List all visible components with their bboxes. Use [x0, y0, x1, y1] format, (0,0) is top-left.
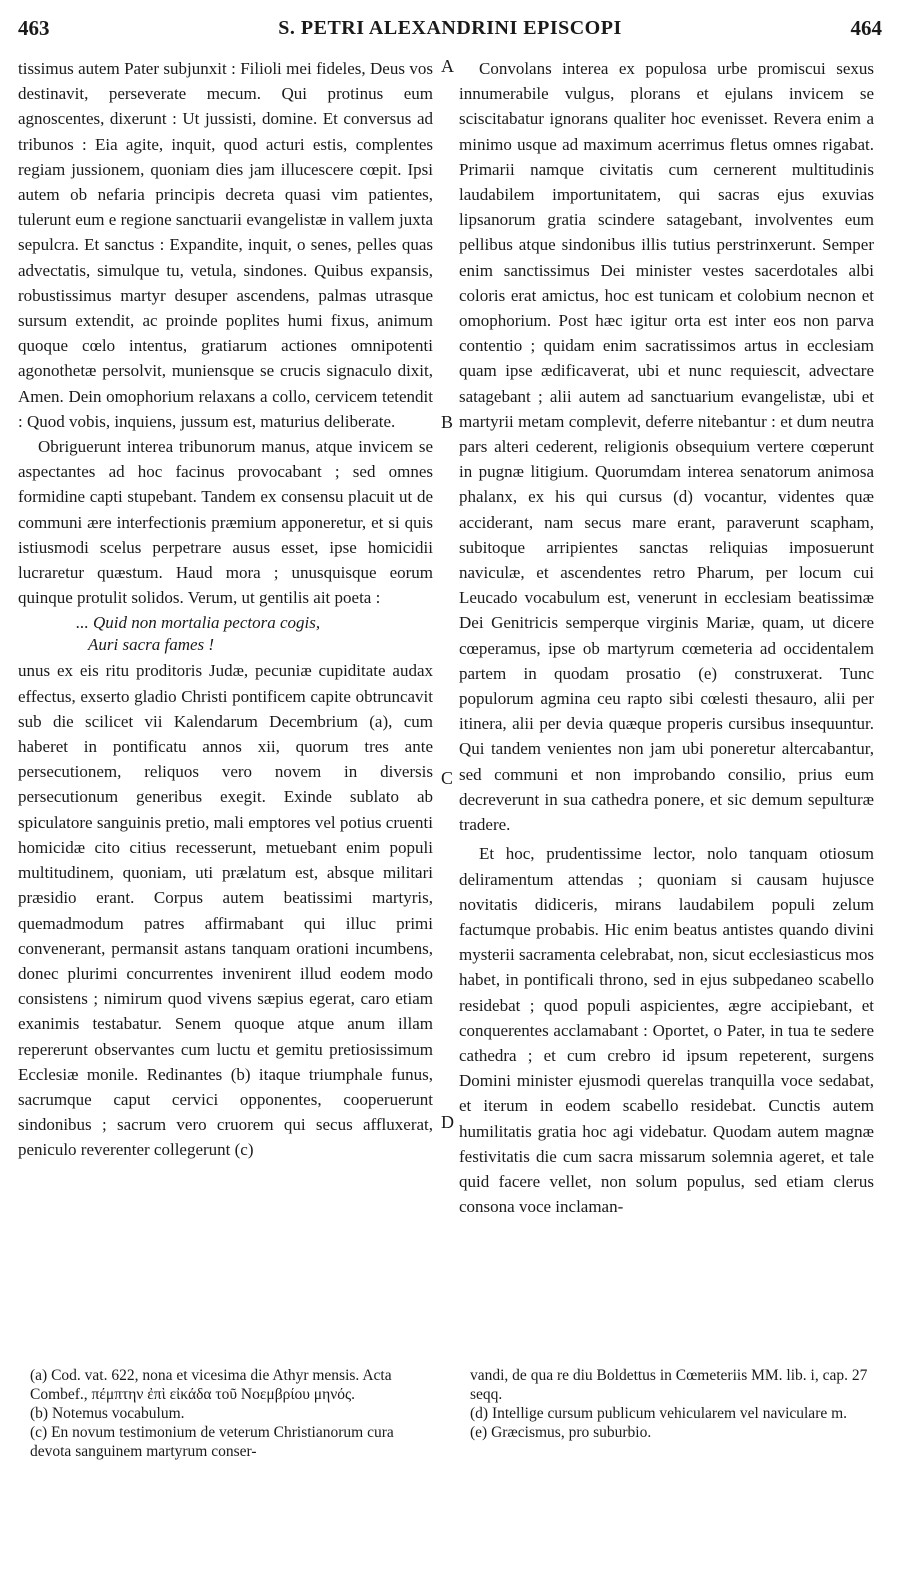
footnote-e-mark: (e) — [470, 1424, 488, 1441]
footnote-c-mark: (c) — [30, 1424, 48, 1441]
left-paragraph-2: Obriguerunt interea tribunorum manus, atque invicem se aspectantes ad hoc facinus provocabant ; sed omnes formidine capti stupebant. Tandem ex consensu placuit ut de communi ære interfectionis præmium apponeretur, et si quis istiusmodi scelus perpetrare ausus esset, ipse homicidii lucraretur quæstum. Haud mora ; unusquisque eorum quinque protulit solidos. Verum, ut gentilis ait poeta : — [18, 437, 433, 608]
footnote-d — [470, 1404, 880, 1423]
footnote-a-mark: (a) — [30, 1367, 48, 1384]
footnote-b-mark: (b) — [30, 1405, 49, 1422]
footnote-d-text: Intellige cursum publicum vehicularem vel naviculare m. — [491, 1405, 848, 1422]
right-paragraph-1: Convolans interea ex populosa urbe promiscui sexus innumerabile vulgus, plorans et ejulans invicem se sciscitabatur ignorans qualiter hoc evenisset. Revera enim a minimo usque ad maximum acerrimus fletus omnes rigabat. Primarii namque civitatis cum cernerent multitudinis laudabilem importunitatem, qui sacras ejus exuvias lipsanorum gratia scindere satagebant, involventes eum pellibus atque sindonibus illis tutius perstrinxerunt. Semper enim sanctissimus Dei minister vestes sacerdotales albi coloris erat amictus, hoc est tunicam et colobium necnon et omophorium. Post hæc igitur orta est inter eos non parva contentio ; quidam enim sacratissimos artus in ecclesiam quam ipse ædificaverat, ubi et nunc requiescit, advectare satagebant ; alii autem ad sanctuarium evangelistæ, ubi et martyrii metam complevit, deferre nitebantur : et dum neutra pars alteri cederent, religionis obsequium vertere cœperunt in pugnæ litigium. Quorumdam interea senatorum animosa phalanx, ex his qui cursus (d) vocantur, videntes quæ acciderant, nam secus mare erant, paraverunt scapham, subitoque arripientes sanctas reliquias imposuerunt naviculæ, et ascendentes retro Pharum, per locum cui Leucado vocabulum est, venerunt in ecclesiam beatissimæ Dei Genitricis semperque virginis Mariæ, quam, ut dicere cœperamus, ipse ob martyrum cœmeteria ad occidentalem partem in quodam prosatio (e) construxerat. Tunc populorum agmina ceu rapto sibi cœlesti thesauro, alii per itinera, alii per devia quæque properis cursibus insequuntur. Qui tandem venientes non jam ubi poneretur altercabantur, sed communi et non improbando consilio, prius eum decreverunt in sua cathedra ponere, et sic demum sepulturæ tradere. — [459, 59, 874, 835]
footnotes-left — [30, 1366, 430, 1461]
left-column — [18, 56, 433, 1163]
footnote-b — [30, 1404, 430, 1423]
footnote-c — [30, 1423, 430, 1461]
right-column — [459, 56, 874, 1219]
footnote-d-mark: (d) — [470, 1405, 489, 1422]
page-header — [18, 16, 882, 46]
margin-marker-b: B — [441, 412, 454, 432]
footnote-c-text: En novum testimonium de veterum Christianorum cura devota sanguinem martyrum conser- — [30, 1424, 394, 1460]
running-title: S. PETRI ALEXANDRINI EPISCOPI — [278, 17, 622, 39]
margin-marker-c: C — [441, 768, 454, 788]
page-number-left: 463 — [18, 16, 50, 40]
footnotes-right — [470, 1366, 880, 1442]
footnote-b-text: Notemus vocabulum. — [51, 1405, 185, 1422]
footnote-c-continuation: vandi, de qua re diu Boldettus in Cœmeteriis MM. lib. i, cap. 27 seqq. — [470, 1367, 868, 1403]
verse-line-2: Auri sacra fames ! — [88, 635, 215, 655]
margin-marker-d: D — [441, 1112, 454, 1132]
right-paragraph-2: Et hoc, prudentissime lector, nolo tanquam otiosum deliramentum attendas ; quoniam si causam hujusce novitatis didiceris, mirans laudabilem populi zelum factumque probabis. Hic enim beatus antistes quando divini mysterii sacramenta celebrabat, non, sicut ecclesiasticus mos habet, in pontificali throno, sed in ejus subpedaneo scabello residebat ; quod populi aspicientes, ægre accipiebant, et conquerentes acclamabant : Oportet, o Pater, in tua te sedere cathedra ; et cum crebro id ipsum repeterent, surgens Domini minister ejusmodi querelas tranquilla voce sedabat, et iterum in eodem scabello residebat. Cunctis autem humilitatis gratia hoc agi videbatur. Quodam autem magnæ festivitatis die cum sacra missarum solemnia ageret, et tale quid facere vellet, non solum populus, sed etiam clerus consona voce inclaman- — [459, 844, 874, 1217]
footnote-e — [470, 1423, 880, 1442]
footnote-a — [30, 1366, 430, 1404]
footnote-a-text: Cod. vat. 622, nona et vicesima die Athyr mensis. Acta Combef., πέμπτην ἐπὶ εἰκάδα τοῦ Νοεμβρίου μηνός. — [30, 1367, 392, 1403]
verse-line-1: ... Quid non mortalia pectora cogis, — [76, 613, 321, 633]
left-paragraph-1: tissimus autem Pater subjunxit : Filioli mei fideles, Deus vos destinavit, perseverate mecum. Qui protinus eum agnoscentes, dixerunt : Ut jussisti, domine. Et conversus ad tribunos : Eia agite, inquit, quod acturi estis, complentes regiam jussionem, quoniam dies jam illucescere cœpit. Ipsi autem ob nefaria principis decreta quasi vim patientes, tulerunt eum e regione sanctuarii evangelistæ in vallem juxta sepulcra. Et sanctus : Expandite, inquit, o senes, pelles quas advectatis, simulque tu, vetula, sindones. Quibus expansis, robustissimus martyr desuper ascendens, palmas utrasque sursum extendit, ac proinde poplites humi fixus, animum quoque cœlo intentus, gratiarum actiones omnipotenti agonothetæ persolvit, muniensque se crucis signaculo dixit, Amen. Dein omophorium relaxans a collo, cervicem tetendit : Quod vobis, inquiens, jussum est, maturius deliberate. — [18, 59, 433, 431]
margin-marker-a: A — [441, 56, 454, 76]
left-paragraph-3: unus ex eis ritu proditoris Judæ, pecuniæ cupiditate audax effectus, exserto gladio Christi pontificem capite obtruncavit sub die scilicet vii Kalendarum Decembrium (a), cum haberet in pontificatu annos xii, quorum tres ante persecutionem, reliquos vero novem in diversis persecutionum generibus exegit. Exinde sublato ab spiculatore sanguinis pretio, mali emptores vel potius cruenti homicidæ cito citius recesserunt, metuebant enim populi multitudinem, quoniam, uti prælatum est, absque militari præsidio erant. Corpus autem beatissimi martyris, quemadmodum patres affirmabant qui illuc primi convenerant, permansit astans tanquam orationi incumbens, donec plurimi concurrentes invenirent illud eodem modo consistens ; nimirum quod vivens sæpius egerat, caro etiam exanimis testabatur. Senem quoque atque anum illam repererunt observantes cum luctu et gemitu pretiosissimum Ecclesiæ monile. Redinantes (b) itaque triumphale funus, sacrumque caput cervici opponentes, cooperuerunt sindonibus ; sacrum vero cruorem qui secus affluxerat, peniculo reverenter collegerunt (c) — [18, 661, 433, 1160]
footnote-e-text: Græcismus, pro suburbio. — [491, 1424, 652, 1441]
verse-quote — [18, 612, 433, 656]
page-number-right: 464 — [850, 16, 882, 40]
